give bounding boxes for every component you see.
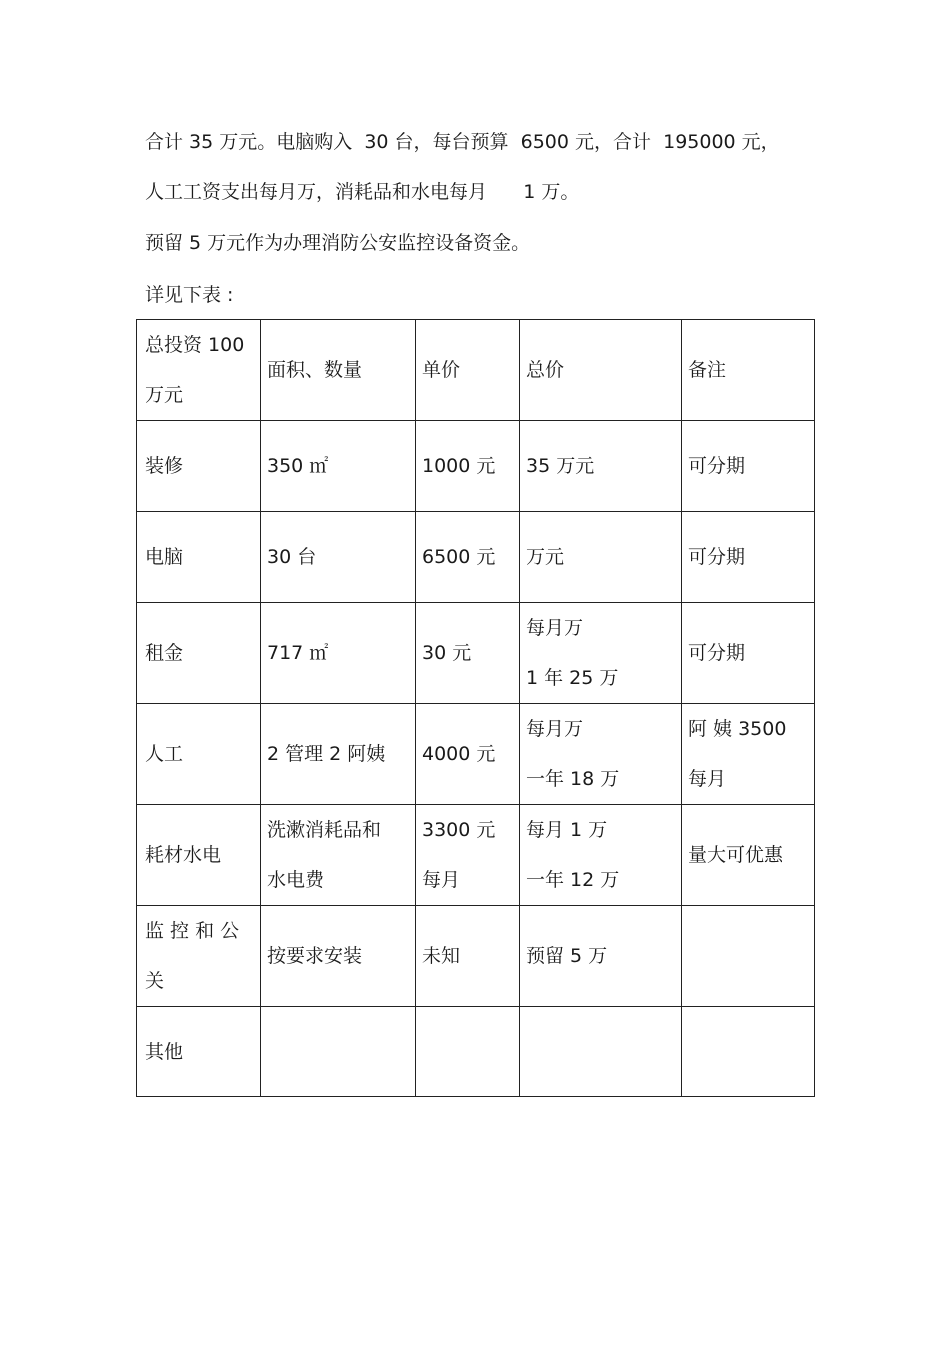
row-remarks: 可分期 <box>682 603 815 704</box>
paragraph-reserve-fund: 预留 5 万元作为办理消防公安监控设备资金。 <box>145 232 531 254</box>
row-unit-price: 30 元 <box>416 603 520 704</box>
table-row <box>137 805 815 906</box>
row-item: 电脑 <box>137 512 261 603</box>
row-remarks: 阿 姨 3500 每月 <box>682 704 815 805</box>
row-unit-price: 4000 元 <box>416 704 520 805</box>
row-area-quantity: 按要求安装 <box>261 906 416 1007</box>
row-unit-price: 未知 <box>416 906 520 1007</box>
row-remarks <box>682 906 815 1007</box>
row-area-quantity: 717 ㎡ <box>261 603 416 704</box>
row-area-quantity: 洗漱消耗品和 水电费 <box>261 805 416 906</box>
table-row <box>137 1007 815 1097</box>
row-area-quantity: 350 ㎡ <box>261 421 416 512</box>
table-row <box>137 603 815 704</box>
row-item: 装修 <box>137 421 261 512</box>
table-row <box>137 906 815 1007</box>
row-unit-price <box>416 1007 520 1097</box>
row-unit-price: 3300 元 每月 <box>416 805 520 906</box>
row-remarks <box>682 1007 815 1097</box>
table-row <box>137 704 815 805</box>
header-total-investment: 总投资 100 万元 <box>137 320 261 421</box>
row-unit-price: 6500 元 <box>416 512 520 603</box>
table-row <box>137 512 815 603</box>
row-area-quantity: 30 台 <box>261 512 416 603</box>
row-total-price: 预留 5 万 <box>520 906 682 1007</box>
header-total-price: 总价 <box>520 320 682 421</box>
table-row <box>137 421 815 512</box>
row-area-quantity: 2 管理 2 阿姨 <box>261 704 416 805</box>
header-area-quantity: 面积、数量 <box>261 320 416 421</box>
header-unit-price: 单价 <box>416 320 520 421</box>
row-total-price <box>520 1007 682 1097</box>
row-total-price: 每月万 1 年 25 万 <box>520 603 682 704</box>
row-item: 租金 <box>137 603 261 704</box>
row-total-price: 每月万 一年 18 万 <box>520 704 682 805</box>
row-total-price: 35 万元 <box>520 421 682 512</box>
row-item: 监 控 和 公 关 <box>137 906 261 1007</box>
row-total-price: 每月 1 万 一年 12 万 <box>520 805 682 906</box>
row-unit-price: 1000 元 <box>416 421 520 512</box>
row-remarks: 可分期 <box>682 421 815 512</box>
header-remarks: 备注 <box>682 320 815 421</box>
paragraph-cost-summary: 合计 35 万元。电脑购入 30 台，每台预算 6500 元，合计 195000 元， <box>145 131 780 153</box>
paragraph-labor-utilities: 人工工资支出每月万，消耗品和水电每月 1 万。 <box>145 181 580 203</box>
row-remarks: 量大可优惠 <box>682 805 815 906</box>
paragraph-see-table: 详见下表 : <box>145 284 234 306</box>
row-item: 其他 <box>137 1007 261 1097</box>
row-item: 耗材水电 <box>137 805 261 906</box>
investment-table <box>136 319 815 1097</box>
row-area-quantity <box>261 1007 416 1097</box>
row-remarks: 可分期 <box>682 512 815 603</box>
row-total-price: 万元 <box>520 512 682 603</box>
row-item: 人工 <box>137 704 261 805</box>
table-header-row <box>137 320 815 421</box>
